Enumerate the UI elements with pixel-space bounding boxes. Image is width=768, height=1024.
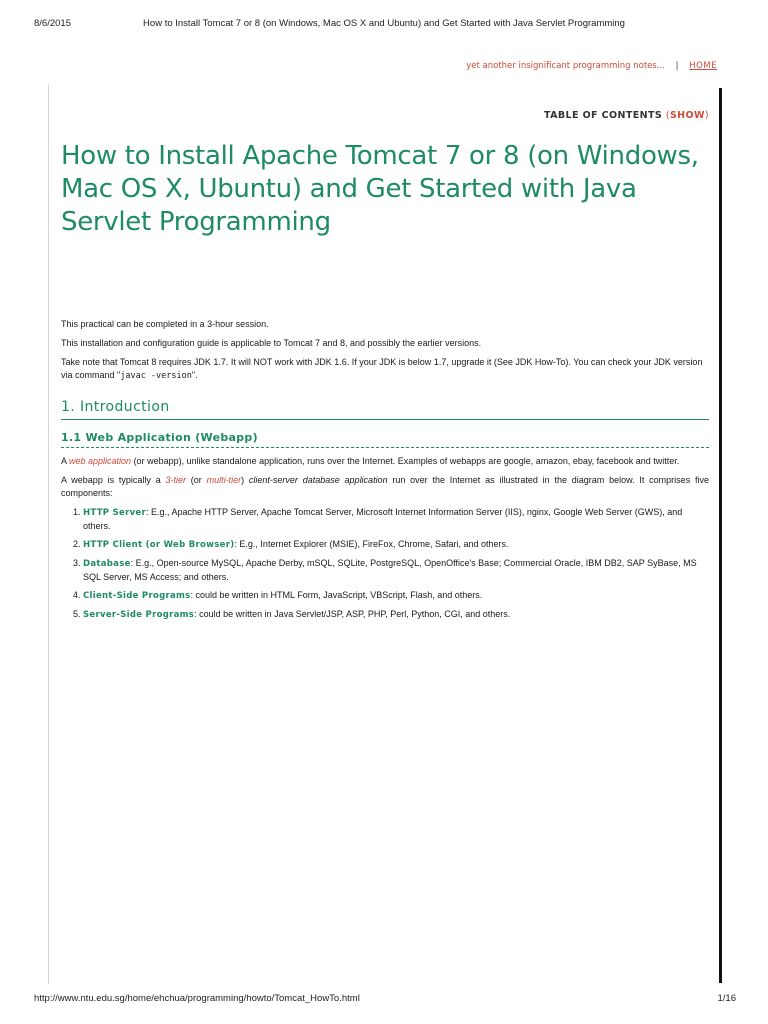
term-multi-tier: multi-tier [206, 475, 242, 485]
term-3-tier: 3-tier [165, 475, 187, 485]
intro-text-end: ". [191, 370, 198, 380]
webapp-description [61, 474, 709, 500]
text-run: (or [186, 475, 207, 485]
print-title: How to Install Tomcat 7 or 8 (on Windows, Mac OS X and Ubuntu) and Get Started with Java Servlet Programming [143, 18, 625, 29]
content-border-right [719, 88, 722, 983]
text-run: (or webapp), unlike standalone application, runs over the Internet. Examples of webapps are google, amazon, ebay, facebook and twitter. [131, 456, 680, 466]
subsection-heading-web-application: 1.1 Web Application (Webapp) [61, 431, 709, 448]
list-item [83, 589, 709, 603]
toc-open-paren: ( [665, 110, 670, 121]
component-desc: : E.g., Apache HTTP Server, Apache Tomcat Server, Microsoft Internet Information Server (IIS), nginx, Google Web Server (GWS), and others. [83, 507, 683, 531]
text-run: A [61, 456, 70, 466]
intro-text: Take note that Tomcat 8 requires JDK 1.7. It will NOT work with JDK 1.6. If your JDK is below 1.7, upgrade it (See JDK How-To). You can check your JDK version via command " [61, 357, 703, 380]
component-desc: : could be written in HTML Form, JavaScript, VBScript, Flash, and others. [190, 590, 483, 600]
print-url: http://www.ntu.edu.sg/home/ehchua/programming/howto/Tomcat_HowTo.html [34, 993, 360, 1004]
component-desc: : E.g., Open-source MySQL, Apache Derby, mSQL, SQLite, PostgreSQL, OpenOffice's Base; Commercial Oracle, IBM DB2, SAP SyBase, MS SQL Server, MS Access; and others. [83, 558, 697, 582]
text-run: A webapp is typically a [61, 475, 166, 485]
print-date: 8/6/2015 [34, 18, 71, 29]
term-client-server-database: client-server database application [248, 475, 388, 485]
list-item [83, 608, 709, 622]
list-item [83, 506, 709, 533]
text-run: ) [241, 475, 249, 485]
components-list [61, 506, 709, 622]
intro-paragraph: This installation and configuration guide is applicable to Tomcat 7 and 8, and possibly the earlier versions. [61, 338, 482, 348]
term-web-application: web application [69, 456, 132, 466]
site-topbar [466, 61, 717, 71]
component-desc: : could be written in Java Servlet/JSP, ASP, PHP, Perl, Python, CGI, and others. [194, 609, 511, 619]
toc-show-link[interactable]: SHOW [669, 110, 705, 121]
component-term: Client-Side Programs [83, 591, 191, 601]
table-of-contents-toggle [544, 110, 709, 121]
site-tagline-link[interactable]: yet another insignificant programming notes... [466, 61, 665, 71]
page-title: How to Install Apache Tomcat 7 or 8 (on Windows, Mac OS X, Ubuntu) and Get Started with Java Servlet Programming [61, 141, 699, 237]
component-term: HTTP Client (or Web Browser) [83, 540, 235, 550]
component-desc: : E.g., Internet Explorer (MSIE), FireFox, Chrome, Safari, and others. [234, 539, 509, 549]
home-link[interactable]: HOME [689, 61, 717, 71]
component-term: Server-Side Programs [83, 610, 195, 620]
text-run: run over the Internet as illustrated in the diagram below. It comprises five components: [61, 475, 709, 498]
list-item [83, 557, 709, 584]
topbar-separator: | [675, 61, 679, 71]
list-item [83, 538, 709, 552]
inline-code: javac -version [120, 371, 192, 381]
webapp-definition [61, 455, 709, 468]
toc-close-paren: ) [704, 110, 709, 121]
page-number: 1/16 [717, 993, 736, 1004]
section-heading-introduction: 1. Introduction [61, 401, 709, 420]
print-footer [0, 993, 768, 1009]
intro-paragraph: This practical can be completed in a 3-hour session. [61, 319, 269, 329]
content-border-left [48, 84, 49, 984]
component-term: HTTP Server [83, 508, 146, 518]
toc-label: TABLE OF CONTENTS [544, 110, 663, 121]
intro-paragraph [61, 356, 709, 383]
print-header [0, 14, 768, 30]
component-term: Database [83, 559, 131, 569]
article-content [61, 318, 709, 627]
